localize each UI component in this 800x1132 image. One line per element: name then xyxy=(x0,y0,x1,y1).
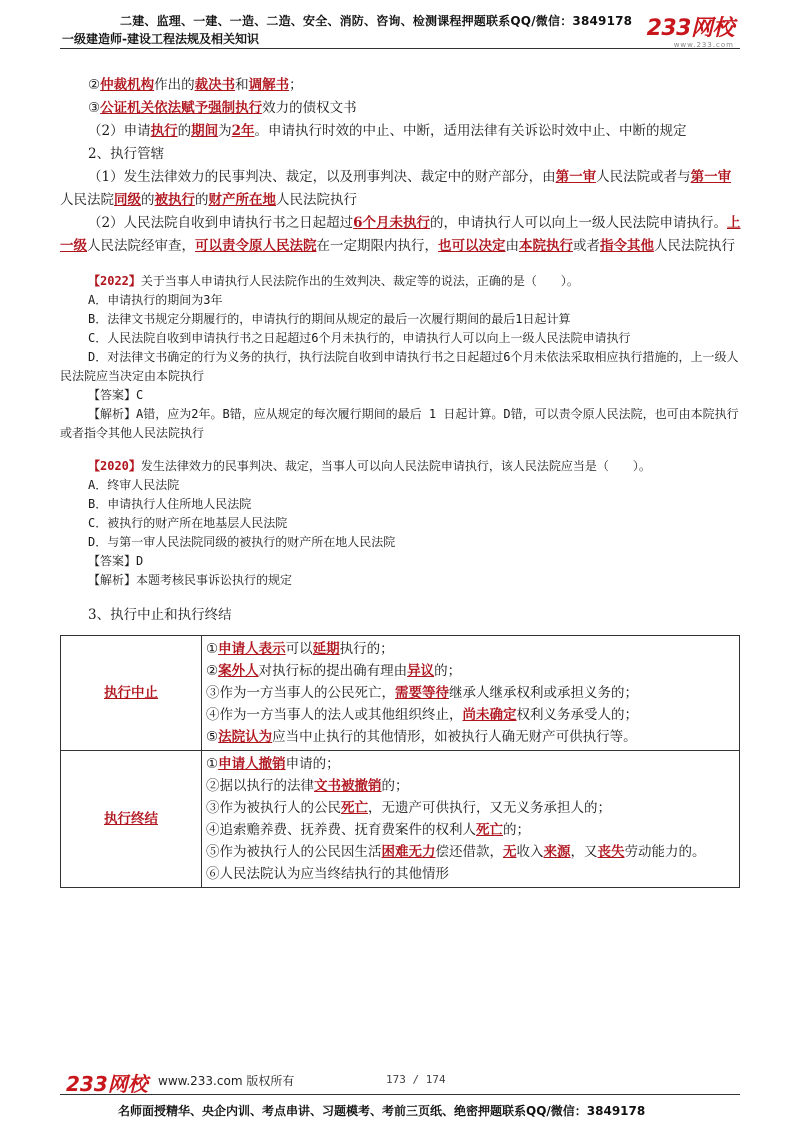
table-row xyxy=(61,751,740,888)
footer-logo: 233网校 xyxy=(66,1072,148,1096)
logo-text: 233网校 xyxy=(646,16,734,41)
question-year-tag: 【2020】 xyxy=(88,459,141,473)
suspension-termination-table xyxy=(60,635,740,888)
paragraph-notary: ③公证机关依法赋予强制执行效力的债权文书 xyxy=(88,100,357,116)
question-option: A．申请执行的期间为3年 xyxy=(88,293,223,307)
question-option: A．终审人民法院 xyxy=(88,478,180,492)
list-item: ④追索赡养费、抚养费、抚育费案件的权利人死亡的； xyxy=(206,822,530,838)
question-answer: 【答案】C xyxy=(88,388,144,402)
header-contact-line: 二建、监理、一建、一造、二造、安全、消防、咨询、检测课程押题联系QQ/微信：3849178 xyxy=(120,14,633,28)
section-heading-suspension: 3、执行中止和执行终结 xyxy=(88,607,232,623)
list-item: ①申请人撤销申请的； xyxy=(206,756,340,772)
list-item: ①申请人表示可以延期执行的； xyxy=(206,641,394,657)
question-option: C．被执行的财产所在地基层人民法院 xyxy=(88,516,288,530)
question-answer: 【答案】D xyxy=(88,554,144,568)
list-item: ⑤法院认为应当中止执行的其他情形，如被执行人确无财产可供执行等。 xyxy=(206,729,637,745)
list-item: ④作为一方当事人的法人或其他组织终止，尚未确定权利义务承受人的； xyxy=(206,707,638,723)
paragraph-arbitration: ②仲裁机构作出的裁决书和调解书； xyxy=(88,77,303,93)
question-year-tag: 【2022】 xyxy=(88,274,141,288)
paragraph-jurisdiction-1: （1）发生法律效力的民事判决、裁定，以及刑事判决、裁定中的财产部分，由第一审人民法院或者与第一审人民法院同级的被执行的财产所在地人民法院执行 xyxy=(60,169,732,208)
question-analysis: 【解析】本题考核民事诉讼执行的规定 xyxy=(88,573,293,587)
question-analysis: 【解析】A错，应为2年。B错，应从规定的每次履行期间的最后 1 日起计算。D错，可以责令原人民法院，也可由本院执行或者指令其他人民法院执行 xyxy=(60,407,739,440)
list-item: ③作为一方当事人的公民死亡，需要等待继承人继承权利或承担义务的； xyxy=(206,685,638,701)
question-option: D．对法律文书确定的行为义务的执行，执行法院自收到申请执行书之日起超过6个月未依法采取相应执行措施的，上一级人民法院应当决定由本院执行 xyxy=(60,350,739,383)
list-item: ⑥人民法院认为应当终结执行的其他情形 xyxy=(206,866,449,882)
row-label-suspension: 执行中止 xyxy=(61,636,202,751)
question-option: B．法律文书规定分期履行的，申请执行的期间从规定的最后一次履行期间的最后1日起计算 xyxy=(88,312,571,326)
question-option: C．人民法院自收到申请执行书之日起超过6个月未执行的，申请执行人可以向上一级人民法院申请执行 xyxy=(88,331,631,345)
question-option: B．申请执行人住所地人民法院 xyxy=(88,497,252,511)
footer-site: www.233.com 版权所有 xyxy=(158,1074,295,1088)
question-option: D．与第一审人民法院同级的被执行的财产所在地人民法院 xyxy=(88,535,396,549)
question-stem: 【2020】发生法律效力的民事判决、裁定，当事人可以向人民法院申请执行，该人民法院应当是（ ）。 xyxy=(88,459,651,473)
header-subtitle: 一级建造师-建设工程法规及相关知识 xyxy=(62,32,259,46)
brand-logo xyxy=(647,18,734,49)
list-item: ③作为被执行人的公民死亡，无遗产可供执行，又无义务承担人的； xyxy=(206,800,611,816)
list-item: ②据以执行的法律文书被撤销的； xyxy=(206,778,409,794)
footer-contact-line: 名师面授精华、央企内训、考点串讲、习题模考、考前三页纸、绝密押题联系QQ/微信：3849178 xyxy=(118,1104,646,1118)
row-label-termination: 执行终结 xyxy=(61,751,202,888)
header-divider xyxy=(60,48,740,49)
row-content-suspension xyxy=(202,636,740,751)
question-stem: 【2022】关于当事人申请执行人民法院作出的生效判决、裁定等的说法，正确的是（ ）。 xyxy=(88,274,579,288)
paragraph-jurisdiction-2: （2）人民法院自收到申请执行书之日起超过6个月未执行的，申请执行人可以向上一级人民法院申请执行。上一级人民法院经审查，可以责令原人民法院在一定期限内执行，也可以决定由本院执行或者指令其他人民法院执行 xyxy=(60,215,741,254)
question-2020 xyxy=(60,457,744,590)
footer-divider xyxy=(60,1094,740,1095)
logo-url: www.233.com xyxy=(673,41,734,49)
table-row xyxy=(61,636,740,751)
row-content-termination xyxy=(202,751,740,888)
page-content xyxy=(60,74,744,888)
paragraph-period: （2）申请执行的期间为2年。申请执行时效的中止、中断，适用法律有关诉讼时效中止、中断的规定 xyxy=(88,123,687,139)
section-heading-jurisdiction: 2、执行管辖 xyxy=(88,146,165,162)
page-number: 173 / 174 xyxy=(386,1073,446,1086)
list-item: ⑤作为被执行人的公民因生活困难无力偿还借款，无收入来源，又丧失劳动能力的。 xyxy=(206,844,706,860)
question-2022 xyxy=(60,272,744,443)
list-item: ②案外人对执行标的提出确有理由异议的； xyxy=(206,663,462,679)
